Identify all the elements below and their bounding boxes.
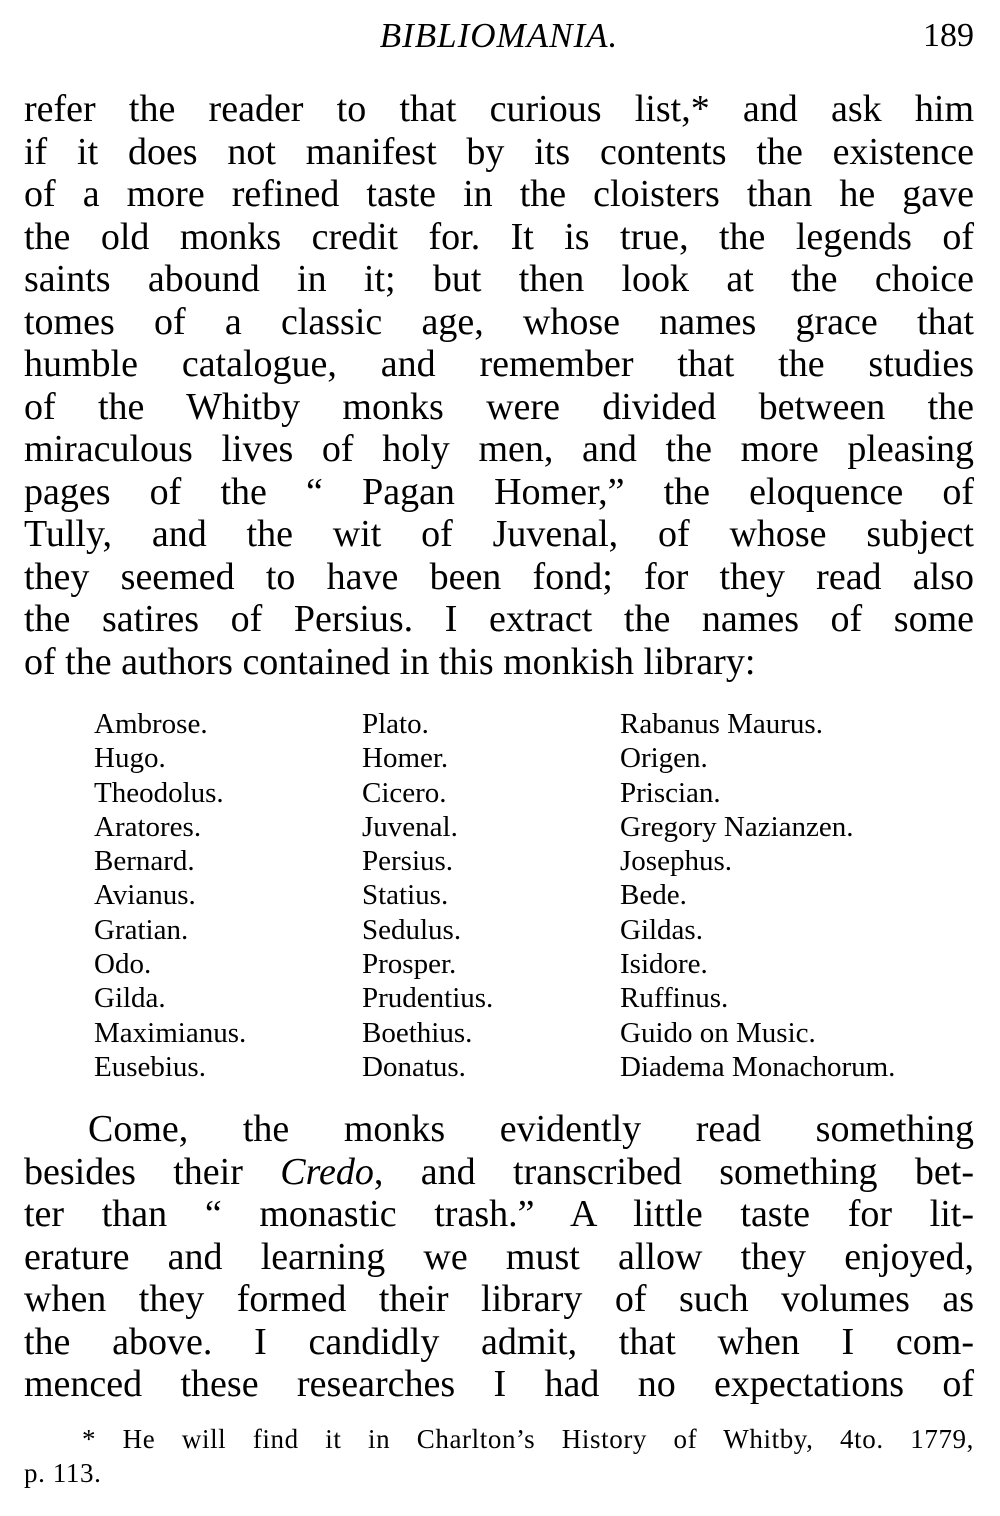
author-name: Sedulus. <box>362 913 462 946</box>
footnote-line: * He will find it in Charlton’s History of Whitby, 4to. 1779, <box>82 1423 974 1454</box>
text-segment: , and transcribed something bet- <box>373 1150 974 1193</box>
book-page <box>24 14 974 1490</box>
text-line: when they formed their library of such volumes as <box>24 1278 974 1321</box>
author-name: Juvenal. <box>362 810 458 843</box>
author-name: Josephus. <box>620 845 732 878</box>
text-line: of the authors contained in this monkish library: <box>24 640 756 683</box>
author-name: Gregory Nazianzen. <box>620 810 854 843</box>
author-name: Ruffinus. <box>620 982 729 1015</box>
text-line: if it does not manifest by its contents the existence <box>24 130 974 173</box>
author-name: Prosper. <box>362 948 457 981</box>
author-name: Donatus. <box>362 1050 466 1083</box>
author-name: Statius. <box>362 879 449 912</box>
author-name: Homer. <box>362 742 449 775</box>
author-name: Bede. <box>620 879 687 912</box>
author-name: Gildas. <box>620 913 703 946</box>
author-name: Isidore. <box>620 948 708 981</box>
author-name: Gratian. <box>94 913 189 946</box>
running-title: BIBLIOMANIA. <box>379 16 619 55</box>
author-name: Persius. <box>362 845 454 878</box>
text-line: Come, the monks evidently read something <box>88 1108 974 1151</box>
author-name: Theodolus. <box>94 776 224 809</box>
text-segment: besides their <box>24 1150 281 1193</box>
author-name: Maximianus. <box>94 1016 247 1049</box>
text-line: they seemed to have been fond; for they read also <box>24 555 974 598</box>
text-line: the satires of Persius. I extract the names of some <box>24 598 974 640</box>
text-line: Tully, and the wit of Juvenal, of whose subject <box>24 513 974 555</box>
author-name: Diadema Monachorum. <box>620 1050 896 1083</box>
page-header <box>24 14 974 58</box>
author-name: Prudentius. <box>362 982 494 1015</box>
text-line: refer the reader to that curious list,* and ask him <box>24 88 974 130</box>
author-name: Cicero. <box>362 776 447 809</box>
author-name: Plato. <box>362 708 429 740</box>
text-line: erature and learning we must allow they enjoyed, <box>24 1235 974 1278</box>
text-line: miraculous lives of holy men, and the more pleasing <box>24 428 974 470</box>
author-name: Aratores. <box>94 810 202 843</box>
text-line: humble catalogue, and remember that the studies <box>24 343 974 385</box>
text-line: pages of the “ Pagan Homer,” the eloquence of <box>24 470 974 513</box>
text-line: the above. I candidly admit, that when I com- <box>24 1320 974 1363</box>
footnote <box>24 1422 974 1490</box>
paragraph-1 <box>24 88 974 683</box>
author-name: Priscian. <box>620 776 721 809</box>
author-name: Rabanus Maurus. <box>620 708 823 740</box>
text-line <box>24 1151 974 1194</box>
text-line: menced these researches I had no expectations of <box>24 1363 974 1406</box>
text-line: of a more refined taste in the cloisters than he gave <box>24 173 974 215</box>
author-name: Guido on Music. <box>620 1016 816 1049</box>
author-name: Hugo. <box>94 742 166 775</box>
text-line: of the Whitby monks were divided between the <box>24 385 974 428</box>
text-line: the old monks credit for. It is true, the legends of <box>24 215 974 258</box>
author-column-1 <box>94 707 362 1084</box>
footnote-line: p. 113. <box>24 1457 102 1488</box>
author-name: Bernard. <box>94 845 195 878</box>
author-name: Boethius. <box>362 1016 473 1049</box>
paragraph-2 <box>24 1108 974 1406</box>
author-name: Gilda. <box>94 982 166 1015</box>
text-line: ter than “ monastic trash.” A little taste for lit- <box>24 1193 974 1236</box>
author-column-3 <box>620 707 980 1084</box>
author-name: Ambrose. <box>94 708 208 740</box>
text-line: saints abound in it; but then look at the choice <box>24 258 974 300</box>
author-name: Odo. <box>94 948 152 981</box>
italic-word: Credo <box>280 1150 374 1193</box>
page-number: 189 <box>923 17 974 54</box>
author-name: Eusebius. <box>94 1050 206 1083</box>
author-list <box>94 707 974 1084</box>
author-name: Origen. <box>620 742 708 775</box>
text-line: tomes of a classic age, whose names grace that <box>24 300 974 343</box>
author-column-2 <box>362 707 620 1084</box>
author-name: Avianus. <box>94 879 196 912</box>
